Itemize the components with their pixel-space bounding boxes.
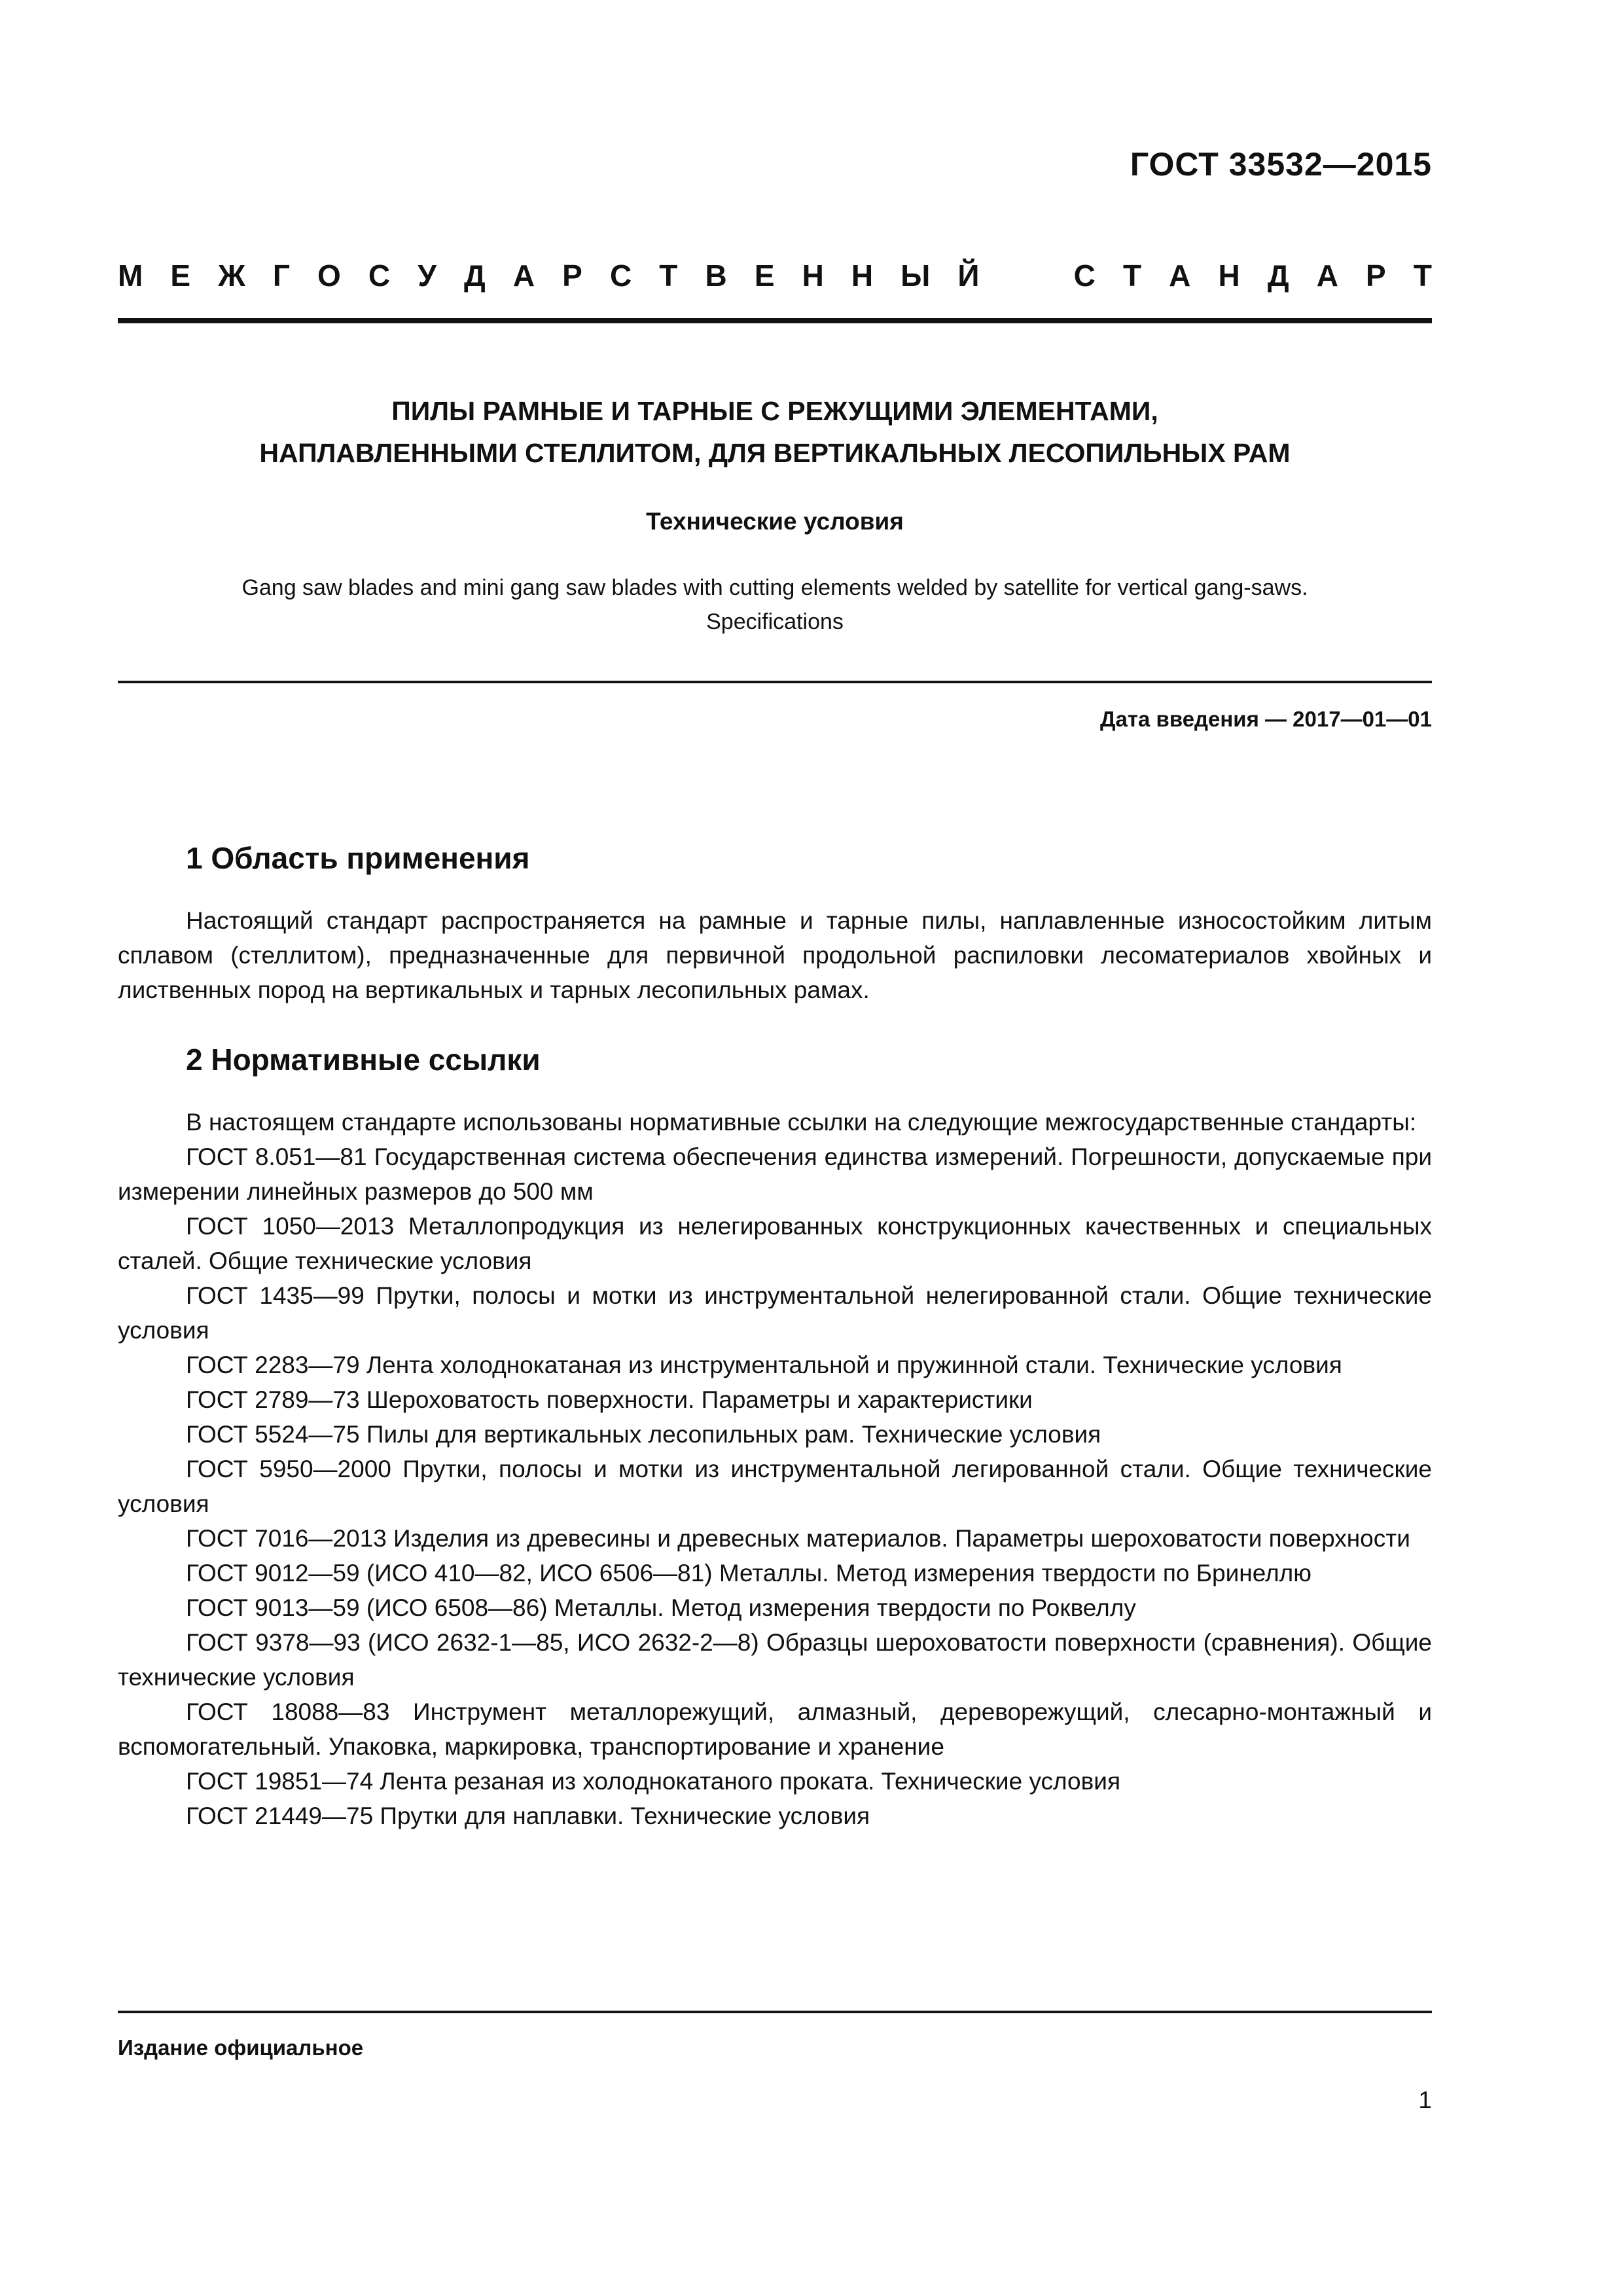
document-title xyxy=(118,390,1432,474)
reference-item: ГОСТ 19851—74 Лента резаная из холоднокатаного проката. Технические условия xyxy=(186,1768,1120,1795)
reference-item: ГОСТ 9013—59 (ИСО 6508—86) Металлы. Метод измерения твердости по Роквеллу xyxy=(186,1594,1136,1621)
banner-letter: Г xyxy=(272,259,290,293)
reference-item: ГОСТ 5950—2000 Прутки, полосы и мотки из инструментальной легированной стали. Общие технические условия xyxy=(118,1456,1432,1517)
section-heading: 2 Нормативные ссылки xyxy=(186,1043,541,1077)
reference-item: ГОСТ 8.051—81 Государственная система обеспечения единства измерений. Погрешности, допускаемые при измерении линейных размеров до 500 мм xyxy=(118,1143,1432,1205)
reference-item: ГОСТ 1435—99 Прутки, полосы и мотки из инструментальной нелегированной стали. Общие технические условия xyxy=(118,1282,1432,1344)
english-title-line: Gang saw blades and mini gang saw blades with cutting elements welded by satellite for vertical gang-saws. xyxy=(241,575,1308,600)
banner-letter: Ж xyxy=(218,259,245,293)
reference-item: ГОСТ 18088—83 Инструмент металлорежущий, алмазный, дереворежущий, слесарно-монтажный и вспомогательный. Упаковка, маркировка, транспортирование и хранение xyxy=(118,1698,1432,1760)
banner-letter: С xyxy=(1073,259,1096,293)
section-paragraph: В настоящем стандарте использованы нормативные ссылки на следующие межгосударственные стандарты: xyxy=(186,1109,1417,1136)
banner-letter: В xyxy=(705,259,727,293)
reference-item: ГОСТ 9012—59 (ИСО 410—82, ИСО 6506—81) Металлы. Метод измерения твердости по Бринеллю xyxy=(186,1560,1311,1587)
banner-letter: Й xyxy=(957,259,980,293)
banner-letter: Н xyxy=(851,259,874,293)
banner-letter: Н xyxy=(802,259,824,293)
introduction-date: Дата введения — 2017—01—01 xyxy=(1100,707,1432,731)
reference-item: ГОСТ 9378—93 (ИСО 2632-1—85, ИСО 2632-2—8) Образцы шероховатости поверхности (сравнения). Общие технические условия xyxy=(118,1629,1432,1691)
banner-letter: Д xyxy=(1267,259,1289,293)
reference-item: ГОСТ 21449—75 Прутки для наплавки. Технические условия xyxy=(186,1803,870,1829)
header-rule xyxy=(118,318,1432,323)
banner-letter: М xyxy=(118,259,143,293)
edition-label: Издание официальное xyxy=(118,2036,364,2060)
english-title xyxy=(118,571,1432,639)
section-paragraph: Настоящий стандарт распространяется на рамные и тарные пилы, наплавленные износостойким литым сплавом (стеллитом), предназначенные для первичной продольной распиловки лесоматериалов хвойных и лиственных пород на вертикальных и тарных лесопильных рамах. xyxy=(118,907,1432,1003)
banner-letter: Ы xyxy=(901,259,931,293)
banner-letter: Е xyxy=(170,259,191,293)
banner-word-gap xyxy=(1007,258,1046,293)
title-rule xyxy=(118,681,1432,683)
reference-item: ГОСТ 7016—2013 Изделия из древесины и древесных материалов. Параметры шероховатости поверхности xyxy=(186,1525,1410,1552)
reference-item: ГОСТ 5524—75 Пилы для вертикальных лесопильных рам. Технические условия xyxy=(186,1421,1101,1448)
banner-letter: А xyxy=(1316,259,1338,293)
banner-letter: Р xyxy=(562,259,582,293)
section-scope xyxy=(118,840,1432,1007)
footer-rule xyxy=(118,2011,1432,2013)
banner-letter: О xyxy=(317,259,341,293)
title-line: ПИЛЫ РАМНЫЕ И ТАРНЫЕ С РЕЖУЩИМИ ЭЛЕМЕНТАМИ, xyxy=(391,396,1158,426)
section-normative-references xyxy=(118,1042,1432,1833)
banner-letter: Т xyxy=(659,259,678,293)
reference-list xyxy=(118,1139,1432,1833)
reference-item: ГОСТ 2789—73 Шероховатость поверхности. Параметры и характеристики xyxy=(186,1386,1033,1413)
title-line: НАПЛАВЛЕННЫМИ СТЕЛЛИТОМ, ДЛЯ ВЕРТИКАЛЬНЫХ ЛЕСОПИЛЬНЫХ РАМ xyxy=(259,438,1291,468)
english-title-line: Specifications xyxy=(706,609,844,634)
banner-letter: Е xyxy=(754,259,775,293)
banner-letter: А xyxy=(1169,259,1191,293)
banner-letter: Н xyxy=(1218,259,1240,293)
reference-item: ГОСТ 1050—2013 Металлопродукция из нелегированных конструкционных качественных и специальных сталей. Общие технические условия xyxy=(118,1213,1432,1274)
banner-letter: Д xyxy=(463,259,486,293)
page-number: 1 xyxy=(1418,2087,1432,2113)
banner-letter: С xyxy=(609,259,632,293)
banner-letter: Т xyxy=(1122,259,1142,293)
banner-letter: А xyxy=(512,259,535,293)
document-subtitle: Технические условия xyxy=(646,508,904,535)
standard-type-banner xyxy=(118,258,1432,293)
reference-item: ГОСТ 2283—79 Лента холоднокатаная из инструментальной и пружинной стали. Технические условия xyxy=(186,1352,1342,1378)
banner-letter: Т xyxy=(1413,259,1432,293)
banner-letter: С xyxy=(368,259,391,293)
section-heading: 1 Область применения xyxy=(186,841,530,875)
document-number: ГОСТ 33532—2015 xyxy=(1130,146,1432,183)
banner-letter: Р xyxy=(1366,259,1386,293)
banner-letter: У xyxy=(418,259,437,293)
